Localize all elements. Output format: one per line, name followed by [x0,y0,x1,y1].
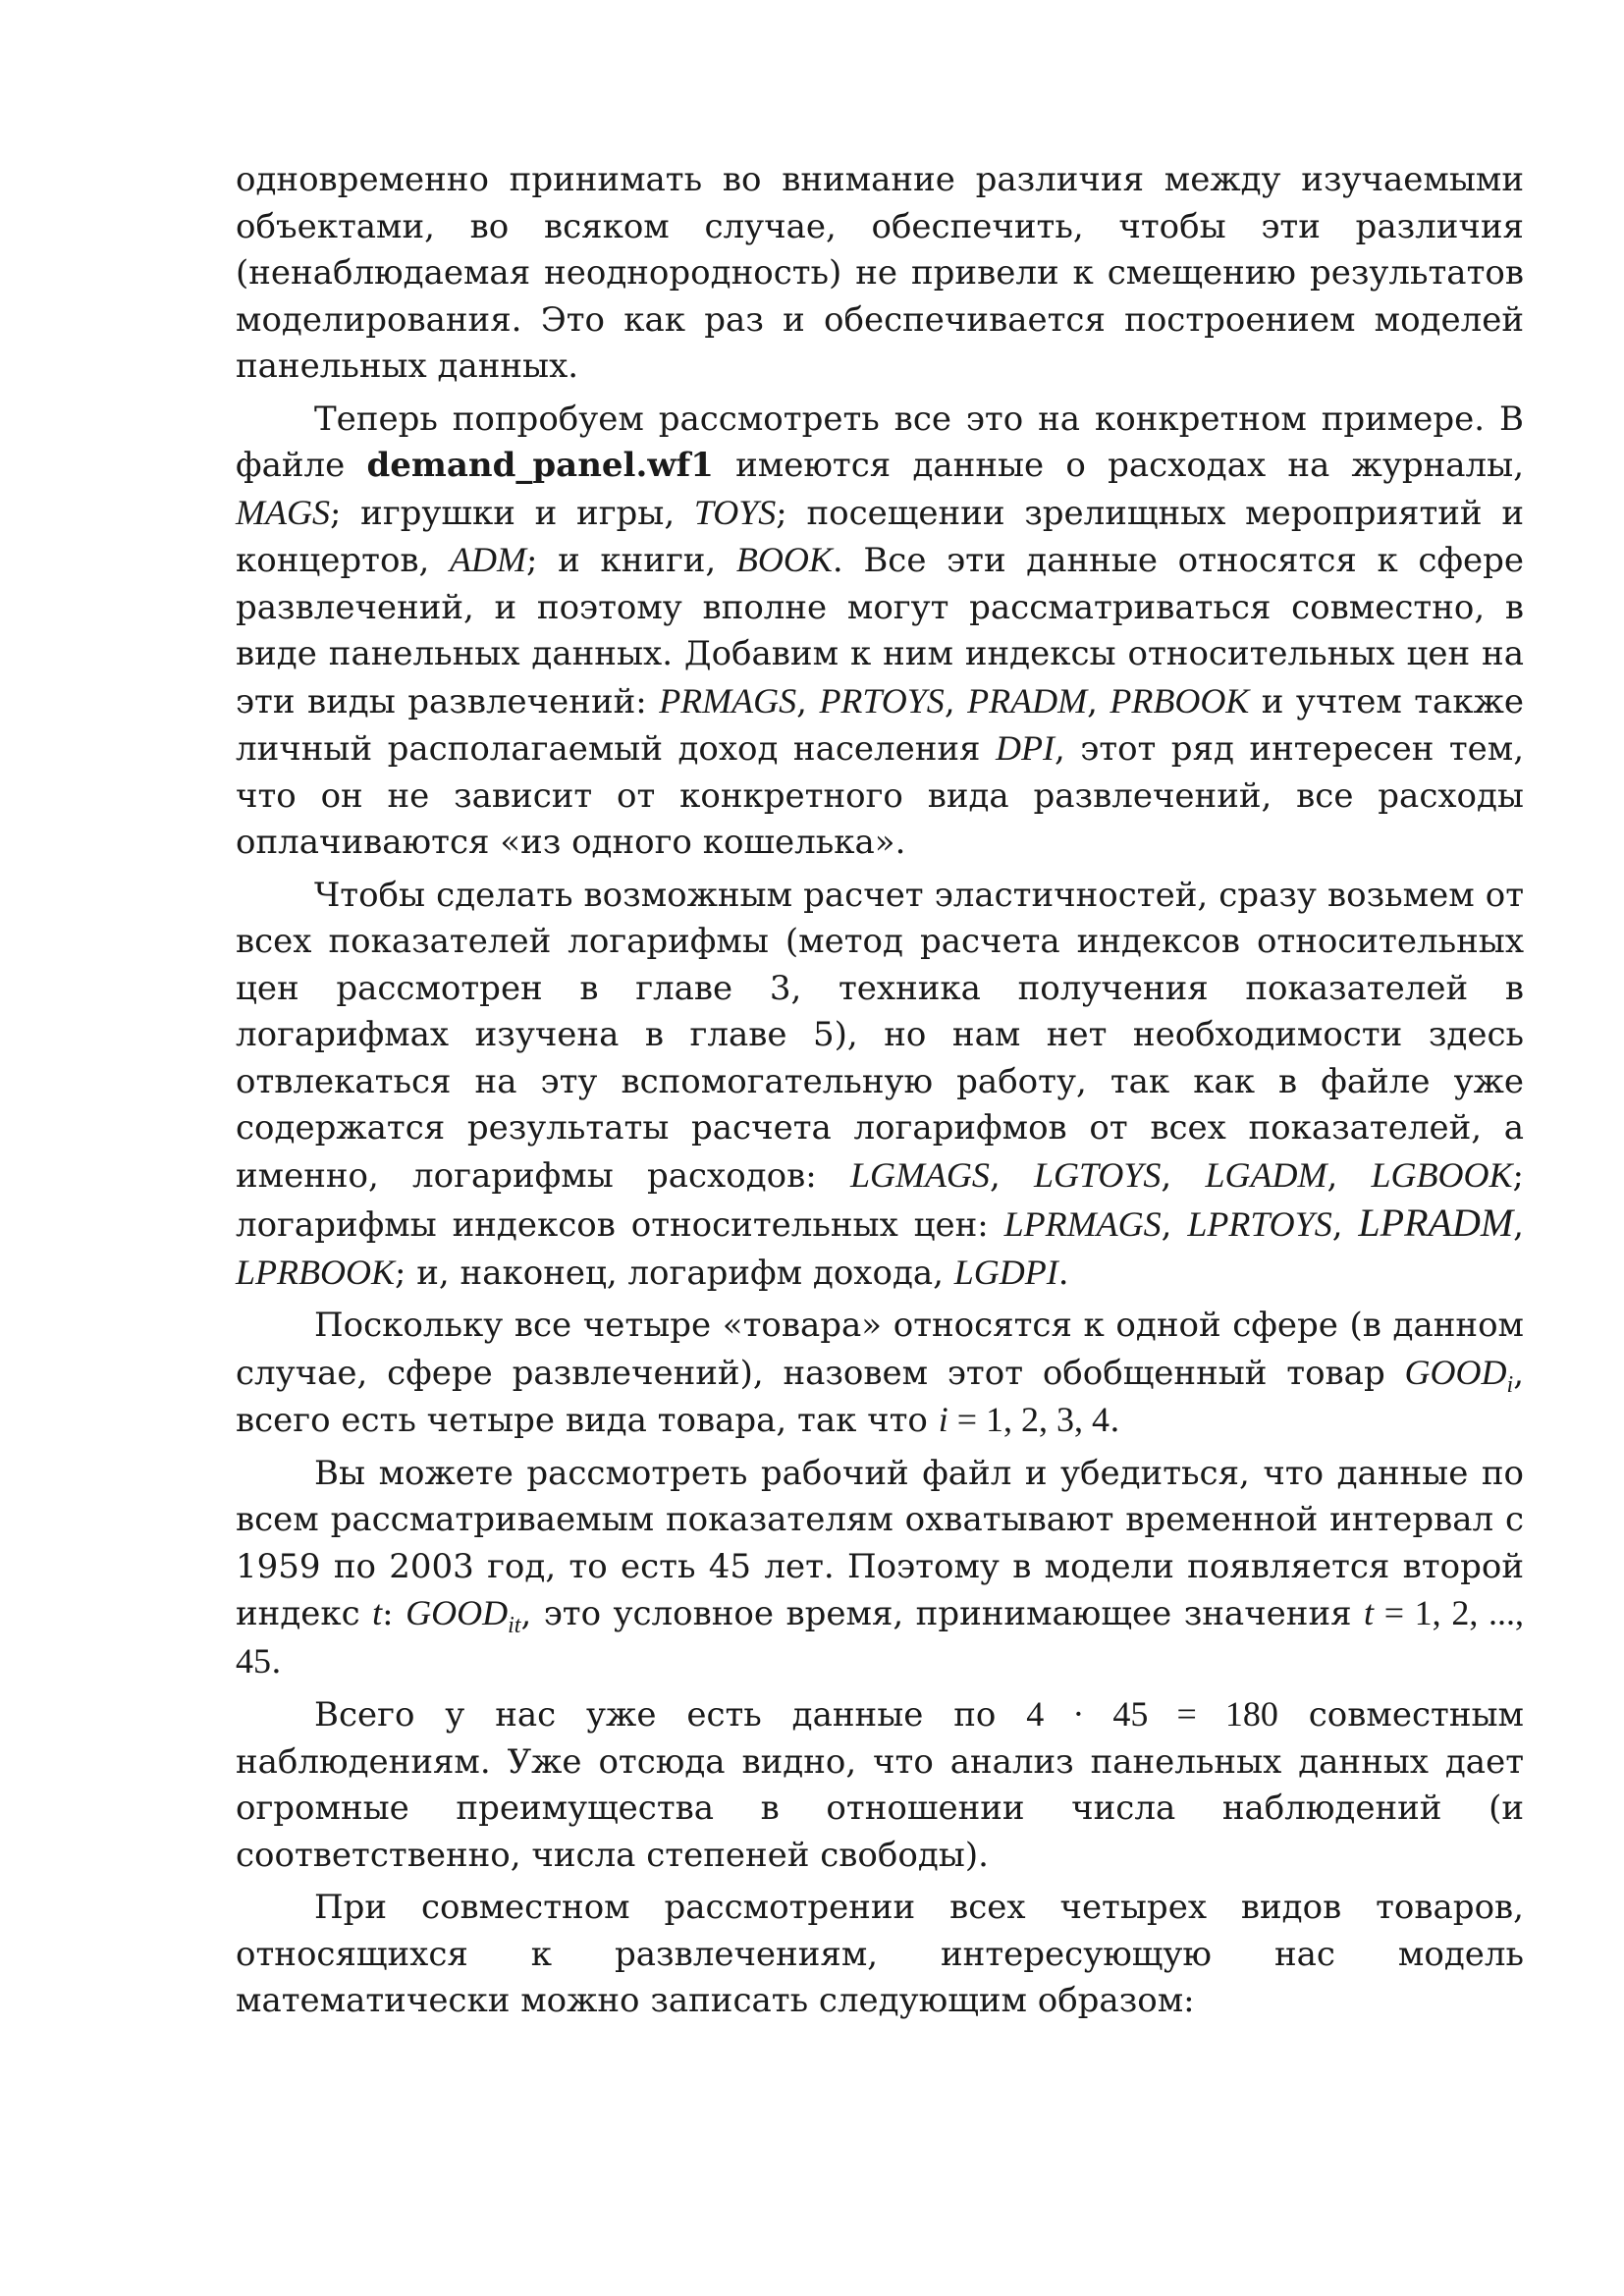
variable-name: t [372,1593,383,1632]
text-run: , всего есть четыре вида товара, так что [236,1353,1524,1440]
variable-name: TOYS [693,492,777,532]
text-run: . [271,1641,282,1682]
text-run: При совместном рассмотрении всех четырех видов товаров, относящихся к развлечениям, интересующую нас модель математически можно записать следующим образом: [236,1888,1524,2020]
text-run: ; логарифмы индексов относительных цен: [236,1155,1524,1245]
text-run: , [989,1155,1034,1196]
variable-name: i [938,1400,948,1439]
subscript-index: it [508,1612,521,1638]
text-run: ; посещении зрелищных мероприятий и концертов, [236,493,1524,580]
math-expression: = 1, 2, ..., 45 [236,1593,1525,1681]
math-expression: 4 · 45 = 180 [1026,1694,1278,1734]
text-run: и учтем также личный располагаемый доход населения [236,681,1524,769]
text-run: совместным наблюдениям. Уже отсюда видно, что анализ панельных данных дает огромные преимущества в отношении числа наблюдений (и соответственно, числа степеней свободы). [236,1695,1524,1875]
variable-name: GOOD [1404,1352,1507,1392]
text-run: : [382,1594,406,1633]
text-run: ; и, наконец, логарифм дохода, [395,1253,954,1293]
variable-name: LPRTOYS [1187,1204,1332,1244]
file-name: demand_panel.wf1 [366,446,714,485]
variable-name: LPRADM [1358,1201,1514,1245]
variable-name: BOOK [735,540,833,579]
paragraph-7 [236,1885,1524,2025]
variable-name: PRTOYS [819,680,945,721]
text-run: , [1161,1205,1188,1245]
variable-name: LGDPI [953,1252,1058,1292]
text-run: ; и книги, [525,541,736,580]
variable-name: LGMAGS [849,1154,990,1195]
variable-name: PRADM [967,680,1088,721]
math-expression: = 1, 2, 3, 4 [947,1400,1110,1439]
variable-name: LGTOYS [1033,1154,1162,1195]
variable-name: DPI [995,728,1055,768]
text-run: Вы можете рассмотреть рабочий файл и убедиться, что данные по всем рассматриваемым показателям охватывают временной интервал с 1959 по 2003 год, то есть 45 лет. Поэтому в модели появляется второй индекс [236,1453,1524,1633]
variable-name: LPRBOOK [236,1252,395,1292]
variable-name: PRMAGS [659,680,797,721]
text-run: Всего у нас уже есть данные по [314,1695,1027,1735]
document-page [236,157,1524,2031]
variable-name: t [1364,1593,1375,1632]
variable-name: LGBOOK [1371,1154,1513,1195]
paragraph-5 [236,1451,1524,1686]
text-run: Чтобы сделать возможным расчет эластичностей, сразу возьмем от всех показателей логарифмы (метод расчета индексов относительных цен рассмотрен в главе 3, техника получения показателей в логарифмах изучена в главе 5), но нам нет необходимости здесь отвлекаться на эту вспомогательную работу, так как в файле уже содержатся результаты расчета логарифмов от всех показателей, а именно, логарифмы расходов: [236,875,1524,1196]
variable-name: PRBOOK [1110,680,1250,721]
variable-name: GOOD [406,1593,509,1632]
text-run: , [944,681,968,721]
text-run: , [1326,1155,1372,1196]
text-run: , это условное время, принимающее значения [520,1594,1365,1633]
paragraph-1 [236,157,1524,391]
text-run: , [1513,1205,1524,1245]
text-run: . Все эти данные относятся к сфере развлечений, и поэтому вполне могут рассматриваться совместно, в виде панельных данных. Добавим к ним индексы относительных цен на эти виды развлечений: [236,541,1524,721]
variable-name: LPRMAGS [1003,1204,1162,1244]
text-run: , этот ряд интересен тем, что он не зависит от конкретного вида развлечений, все расходы оплачиваются «из одного кошелька». [236,729,1525,862]
paragraph-4 [236,1303,1524,1445]
paragraph-3 [236,873,1524,1298]
text-run: Теперь попробуем рассмотреть все это на конкретном примере. В файле [236,399,1524,485]
text-run: , [1161,1155,1206,1196]
text-run: . [1057,1253,1069,1293]
text-run: Поскольку все четыре «товара» относятся к одной сфере (в данном случае, сфере развлечений), назовем этот обобщенный товар [236,1306,1524,1393]
variable-name: ADM [450,540,526,579]
text-run: . [1110,1401,1120,1440]
paragraph-2 [236,397,1524,867]
text-run: , [1331,1205,1359,1245]
text-run: , [1087,681,1110,721]
variable-name: MAGS [236,492,330,532]
text-run: одновременно принимать во внимание различия между изучаемыми объектами, во всяком случае, обеспечить, чтобы эти различия (ненаблюдаемая неоднородность) не привели к смещению результатов моделирования. Это как раз и обеспечивается построением моделей панельных данных. [236,160,1524,386]
subscript-index: i [1506,1371,1514,1398]
text-run: ; игрушки и игры, [329,493,694,533]
text-run: имеются данные о расходах на журналы, [713,446,1524,485]
paragraph-6 [236,1691,1524,1879]
text-run: , [796,681,820,721]
variable-name: LGADM [1205,1154,1327,1195]
